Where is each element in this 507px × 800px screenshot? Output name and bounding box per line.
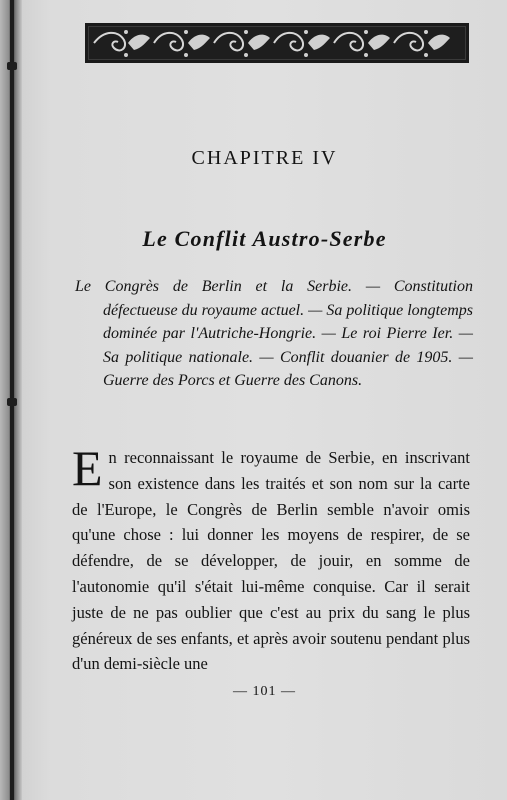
body-paragraph (72, 440, 470, 677)
page-number: — 101 — (233, 684, 296, 699)
paragraph-text: n reconnaissant le royaume de Serbie, en inscrivant son existence dans les traités et son nom sur la carte de l'Europe, le Congrès de Berlin semble n'avoir omis qu'une chose : lui donner les moyens de respirer, de se défendre, de se développer, de jouir, en somme de l'autonomie qu'il s'était lui-même conquise. Car il serait juste de ne pas oublier que c'est au prix du sang le plus généreux de ses enfants, et après avoir soutenu pendant plus d'un demi-siècle une (72, 448, 470, 674)
decorative-header-band (84, 22, 470, 64)
binding-mark (7, 62, 17, 70)
book-page (22, 0, 507, 800)
binding-mark (7, 398, 17, 406)
chapter-title: Le Conflit Austro-Serbe (142, 226, 387, 251)
binding-gutter (0, 0, 22, 800)
drop-cap: E (72, 440, 103, 496)
chapter-summary: Le Congrès de Berlin et la Serbie. — Constitution défectueuse du royaume actuel. — Sa politique longtemps dominée par l'Autriche-Hongrie. — Le roi Pierre Ier. — Sa politique nationale. — Conflit douanier de 1905. — Guerre des Porcs et Guerre des Canons. (75, 278, 473, 389)
chapter-heading: CHAPITRE IV (191, 147, 338, 169)
